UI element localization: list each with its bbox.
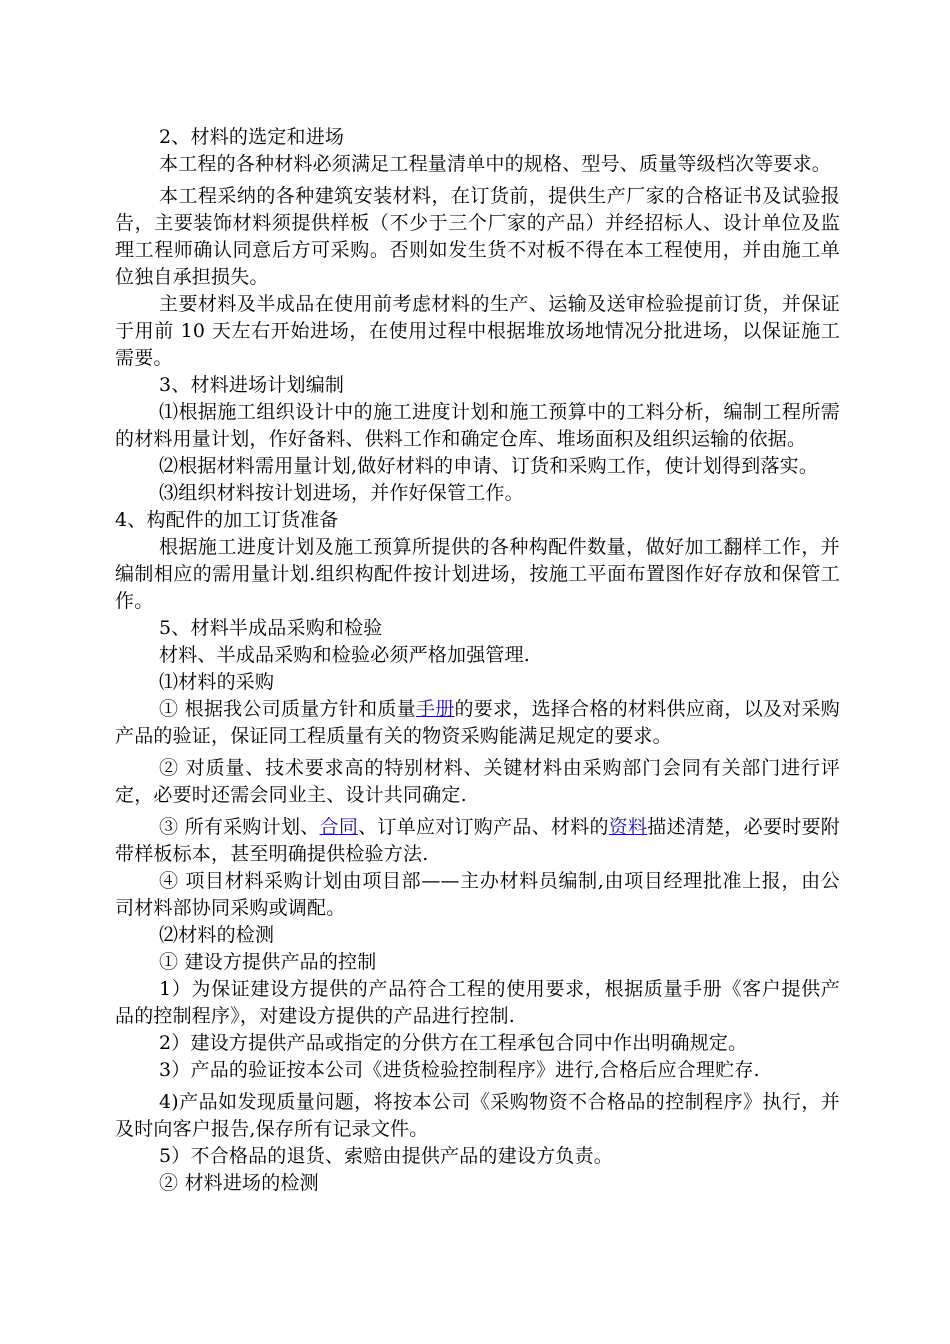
paragraph: 材料、半成品采购和检验必须严格加强管理.: [159, 644, 531, 666]
text-run: ③ 所有采购计划、: [159, 816, 320, 838]
subheading-procurement: ⑴材料的采购: [159, 671, 275, 693]
section-heading-components: 4、构配件的加工订货准备: [115, 509, 339, 531]
paragraph: 2）建设方提供产品或指定的分供方在工程承包合同中作出明确规定。: [159, 1032, 748, 1054]
paragraph: [115, 814, 840, 868]
text-run: ① 根据我公司质量方针和质量: [159, 698, 416, 720]
paragraph: 根据施工进度计划及施工预算所提供的各种构配件数量，做好加工翻样工作，并编制相应的需用量计划.组织构配件按计划进场，按施工平面布置图作好存放和保管工作。: [115, 536, 840, 612]
data-link[interactable]: 资料: [608, 816, 648, 838]
paragraph: ④ 项目材料采购计划由项目部——主办材料员编制,由项目经理批准上报，由公司材料部协同采购或调配。: [115, 870, 840, 919]
paragraph: ⑴根据施工组织设计中的施工进度计划和施工预算中的工料分析，编制工程所需的材料用量计划，作好备料、供料工作和确定仓库、堆场面积及组织运输的依据。: [115, 401, 840, 450]
paragraph: ② 对质量、技术要求高的特别材料、关键材料由采购部门会同有关部门进行评定，必要时还需会同业主、设计共同确定.: [115, 757, 840, 806]
section-heading-materials-selection: 2、材料的选定和进场: [159, 126, 345, 148]
paragraph: 本工程的各种材料必须满足工程量清单中的规格、型号、质量等级档次等要求。: [159, 153, 832, 175]
paragraph: ② 材料进场的检测: [159, 1172, 319, 1194]
subheading-inspection: ⑵材料的检测: [159, 924, 275, 946]
paragraph: [115, 696, 840, 750]
paragraph: ⑶组织材料按计划进场，并作好保管工作。: [159, 482, 524, 504]
paragraph: ① 建设方提供产品的控制: [159, 951, 377, 973]
text-run: 描述清楚，必要时要附带样板标本，甚至明确提供检验方法.: [115, 816, 840, 865]
text-run: 的要求，选择合格的材料供应商，以及对采购产品的验证，保证同工程质量有关的物资采购能满足规定的要求。: [115, 698, 840, 747]
paragraph: 1）为保证建设方提供的产品符合工程的使用要求，根据质量手册《客户提供产品的控制程序》，对建设方提供的产品进行控制.: [115, 978, 840, 1027]
paragraph: 3）产品的验证按本公司《进货检验控制程序》进行,合格后应合理贮存.: [159, 1059, 760, 1081]
section-heading-materials-plan: 3、材料进场计划编制: [159, 374, 345, 396]
text-run: 、订单应对订购产品、材料的: [358, 816, 609, 838]
paragraph: ⑵根据材料需用量计划,做好材料的申请、订货和采购工作，使计划得到落实。: [159, 455, 819, 477]
contract-link[interactable]: 合同: [319, 816, 359, 838]
paragraph: 5）不合格品的退货、索赔由提供产品的建设方负责。: [159, 1145, 613, 1167]
section-heading-procurement: 5、材料半成品采购和检验: [159, 617, 383, 639]
manual-link[interactable]: 手册: [415, 698, 455, 720]
paragraph: 本工程采纳的各种建筑安装材料，在订货前，提供生产厂家的合格证书及试验报告，主要装饰材料须提供样板（不少于三个厂家的产品）并经招标人、设计单位及监理工程师确认同意后方可采购。否则如发生货不对板不得在本工程使用，并由施工单位独自承担损失。: [115, 185, 840, 288]
document-body: [115, 124, 840, 1197]
paragraph: 主要材料及半成品在使用前考虑材料的生产、运输及送审检验提前订货，并保证于用前 10 天左右开始进场，在使用过程中根据堆放场地情况分批进场，以保证施工需要。: [115, 293, 840, 369]
paragraph: 4)产品如发现质量问题，将按本公司《采购物资不合格品的控制程序》执行，并及时向客户报告,保存所有记录文件。: [115, 1091, 840, 1140]
